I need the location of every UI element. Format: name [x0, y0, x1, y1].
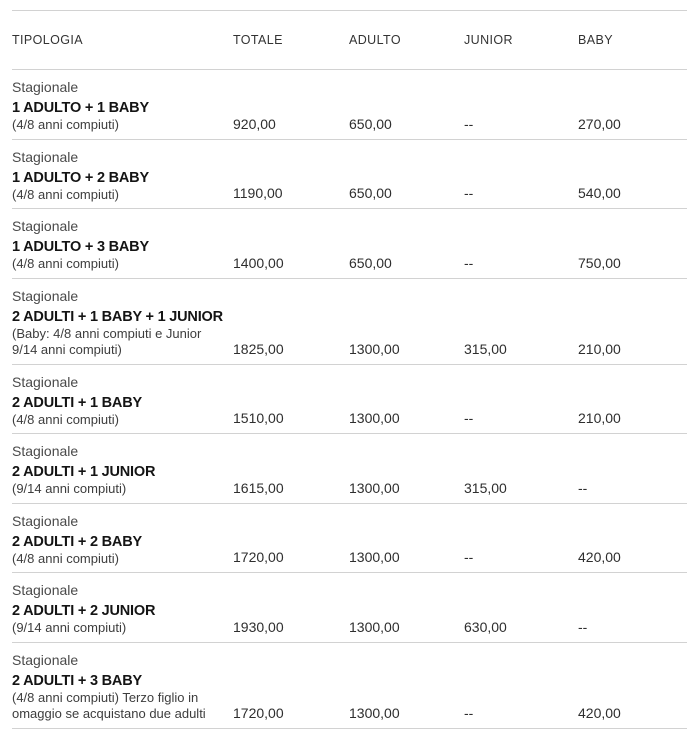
column-header-totale: TOTALE [233, 11, 349, 70]
baby-value: 270,00 [578, 70, 687, 140]
season-label: Stagionale [12, 443, 79, 459]
row-title: 2 ADULTI + 2 JUNIOR [12, 603, 156, 619]
adulto-value: 1300,00 [349, 278, 464, 364]
season-label: Stagionale [12, 512, 79, 529]
totale-value: 1720,00 [233, 503, 349, 573]
table-row [12, 434, 687, 504]
tipologia-cell [12, 434, 233, 504]
baby-value: 210,00 [578, 364, 687, 434]
adulto-value: 1300,00 [349, 364, 464, 434]
totale-value: 1510,00 [233, 364, 349, 434]
tipologia-cell [12, 278, 233, 364]
column-header-baby: BABY [578, 11, 687, 70]
table-body [12, 70, 687, 729]
junior-value: 630,00 [464, 573, 578, 643]
row-title: 2 ADULTI + 1 BABY + 1 JUNIOR [12, 308, 223, 325]
tipologia-cell [12, 573, 233, 643]
column-header-tipologia: TIPOLOGIA [12, 11, 233, 70]
tipologia-cell [12, 364, 233, 434]
baby-value: 420,00 [578, 503, 687, 573]
table-row [12, 278, 687, 364]
totale-value: 1720,00 [233, 642, 349, 728]
season-label: Stagionale [12, 373, 79, 390]
tipologia-cell [12, 209, 233, 279]
row-description: (9/14 anni compiuti) [12, 481, 127, 496]
row-description: (4/8 anni compiuti) [12, 411, 119, 427]
totale-value: 1930,00 [233, 573, 349, 643]
row-description: (4/8 anni compiuti) [12, 256, 119, 271]
header-row [12, 11, 687, 70]
table-row [12, 209, 687, 279]
totale-value: 1190,00 [233, 139, 349, 209]
row-description: (4/8 anni compiuti) [12, 186, 119, 202]
junior-value: -- [464, 70, 578, 140]
tipologia-cell [12, 70, 233, 140]
row-title: 2 ADULTI + 2 BABY [12, 533, 142, 550]
season-label: Stagionale [12, 218, 79, 234]
junior-value: 315,00 [464, 434, 578, 504]
season-label: Stagionale [12, 79, 79, 95]
season-label: Stagionale [12, 148, 79, 165]
row-title: 1 ADULTO + 3 BABY [12, 239, 149, 255]
row-description: (Baby: 4/8 anni compiuti e Junior 9/14 anni compiuti) [12, 325, 202, 357]
tipologia-cell [12, 139, 233, 209]
row-title: 2 ADULTI + 1 BABY [12, 394, 142, 411]
baby-value: 420,00 [578, 642, 687, 728]
adulto-value: 650,00 [349, 70, 464, 140]
adulto-value: 1300,00 [349, 503, 464, 573]
baby-value: -- [578, 434, 687, 504]
adulto-value: 650,00 [349, 139, 464, 209]
junior-value: -- [464, 503, 578, 573]
tipologia-cell [12, 503, 233, 573]
row-title: 2 ADULTI + 1 JUNIOR [12, 464, 156, 480]
table-row [12, 573, 687, 643]
season-label: Stagionale [12, 582, 79, 598]
season-label: Stagionale [12, 287, 79, 304]
season-label: Stagionale [12, 651, 79, 668]
column-header-junior: JUNIOR [464, 11, 578, 70]
row-description: (4/8 anni compiuti) [12, 117, 119, 132]
junior-value: -- [464, 642, 578, 728]
row-title: 1 ADULTO + 2 BABY [12, 169, 149, 186]
totale-value: 1400,00 [233, 209, 349, 279]
totale-value: 1825,00 [233, 278, 349, 364]
junior-value: -- [464, 139, 578, 209]
row-description: (4/8 anni compiuti) [12, 550, 119, 566]
totale-value: 920,00 [233, 70, 349, 140]
junior-value: -- [464, 364, 578, 434]
adulto-value: 650,00 [349, 209, 464, 279]
row-description: (9/14 anni compiuti) [12, 620, 127, 635]
table-row [12, 642, 687, 728]
row-title: 2 ADULTI + 3 BABY [12, 672, 142, 689]
table-row [12, 70, 687, 140]
column-header-adulto: ADULTO [349, 11, 464, 70]
adulto-value: 1300,00 [349, 434, 464, 504]
baby-value: 540,00 [578, 139, 687, 209]
junior-value: -- [464, 209, 578, 279]
baby-value: 750,00 [578, 209, 687, 279]
adulto-value: 1300,00 [349, 642, 464, 728]
baby-value: -- [578, 573, 687, 643]
row-title: 1 ADULTO + 1 BABY [12, 100, 149, 116]
row-description: (4/8 anni compiuti) Terzo figlio in omaggio se acquistano due adulti [12, 689, 206, 721]
pricing-table [12, 10, 687, 729]
adulto-value: 1300,00 [349, 573, 464, 643]
junior-value: 315,00 [464, 278, 578, 364]
tipologia-cell [12, 642, 233, 728]
baby-value: 210,00 [578, 278, 687, 364]
table-row [12, 503, 687, 573]
table-row [12, 139, 687, 209]
totale-value: 1615,00 [233, 434, 349, 504]
table-row [12, 364, 687, 434]
